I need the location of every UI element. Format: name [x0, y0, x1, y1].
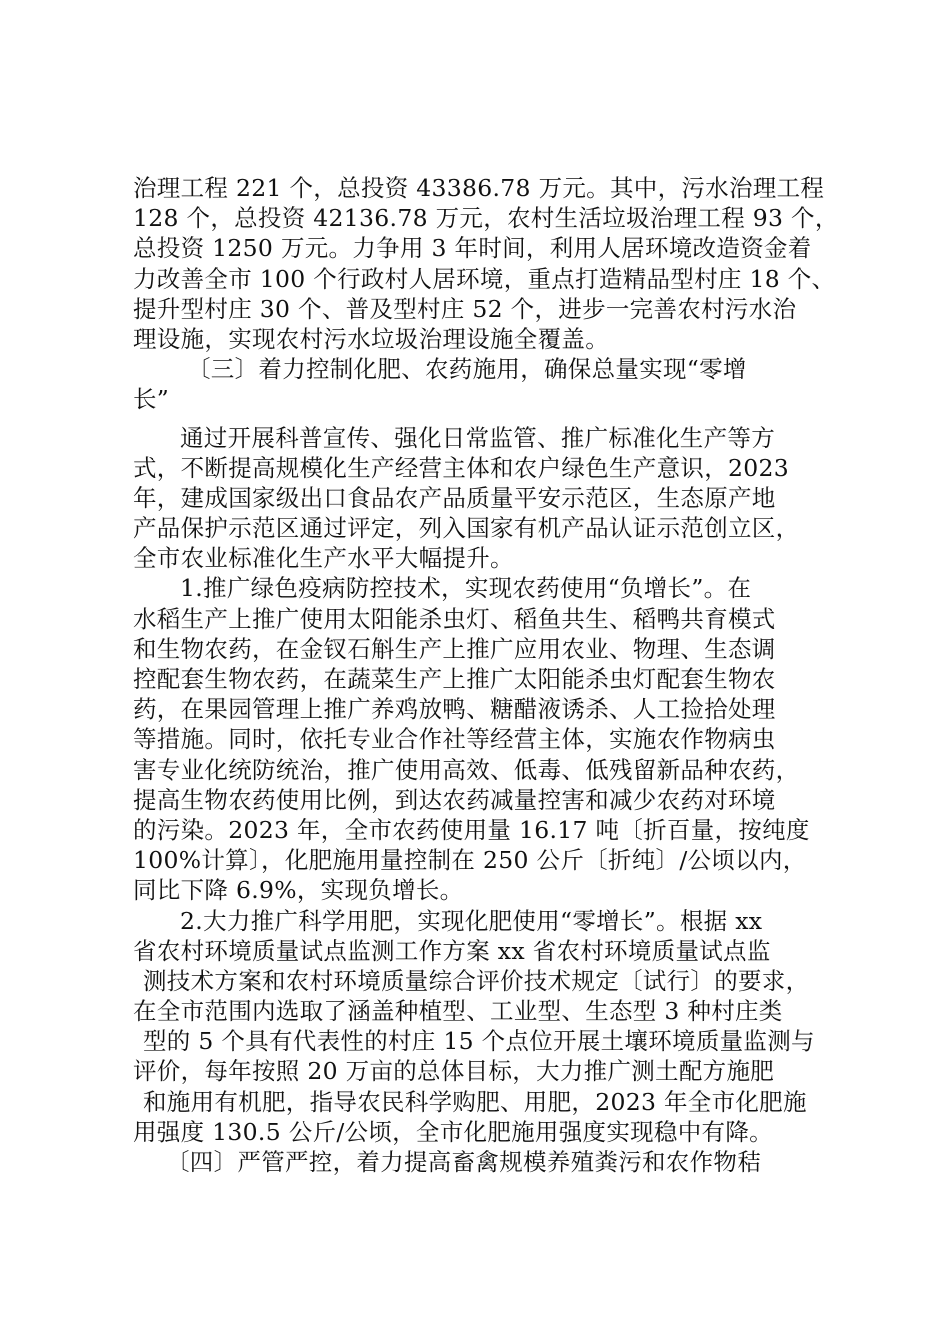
- text-line: 全市农业标准化生产水平大幅提升。: [133, 544, 514, 573]
- section-heading: 〔四〕严管严控，着力提高畜禽规模养殖粪污和农作物秸: [166, 1148, 761, 1176]
- text-line: 等措施。同时，依托专业合作社等经营主体，实施农作物病虫: [133, 725, 776, 754]
- text-line: 提升型村庄 30 个、普及型村庄 52 个，进步一完善农村污水治: [133, 294, 797, 323]
- text-line: 的污染。2023 年，全市农药使用量 16.17 吨〔折百量，按纯度: [133, 815, 810, 844]
- text-line: 评价，每年按照 20 万亩的总体目标，大力推广测土配方施肥: [133, 1057, 775, 1086]
- text-line: 总投资 1250 万元。力争用 3 年时间，利用人居环境改造资金着: [133, 234, 812, 263]
- text-line: 型的 5 个具有代表性的村庄 15 个点位开展土壤环境质量监测与: [143, 1027, 815, 1056]
- body-text: [133, 173, 839, 1177]
- text-line: 控配套生物农药，在蔬菜生产上推广太阳能杀虫灯配套生物农: [133, 665, 776, 693]
- text-line: 在全市范围内选取了涵盖种植型、工业型、生态型 3 种村庄类: [133, 997, 783, 1026]
- text-line: 年，建成国家级出口食品农产品质量平安示范区，生态原产地: [133, 483, 776, 512]
- text-line: 水稻生产上推广使用太阳能杀虫灯、稻鱼共生、稻鸭共育模式: [133, 604, 776, 633]
- text-line: 产品保护示范区通过评定，列入国家有机产品认证示范创立区，: [133, 514, 800, 543]
- text-line: 用强度 130.5 公斤/公顷，全市化肥施用强度实现稳中有降。: [133, 1117, 773, 1146]
- text-line: 测技术方案和农村环境质量综合评价技术规定〔试行〕的要求，: [143, 966, 810, 995]
- section-heading: 长”: [133, 385, 170, 414]
- text-line: 1.推广绿色疫病防控技术，实现农药使用“负增长”。在: [180, 574, 752, 603]
- text-line: 128 个，总投资 42136.78 万元，农村生活垃圾治理工程 93 个，: [133, 204, 839, 233]
- text-line: 省农村环境质量试点监测工作方案 xx 省农村环境质量试点监: [133, 936, 771, 965]
- text-line: 和施用有机肥，指导农民科学购肥、用肥，2023 年全市化肥施: [143, 1087, 807, 1116]
- text-line: 害专业化统防统治，推广使用高效、低毒、低残留新品种农药，: [133, 755, 800, 784]
- text-line: 通过开展科普宣传、强化日常监管、推广标准化生产等方: [180, 423, 775, 452]
- text-line: 治理工程 221 个，总投资 43386.78 万元。其中，污水治理工程: [133, 174, 825, 202]
- text-line: 理设施，实现农村污水垃圾治理设施全覆盖。: [133, 324, 609, 353]
- text-line: 药，在果园管理上推广养鸡放鸭、糖醋液诱杀、人工捡拾处理: [133, 695, 776, 724]
- section-heading: 〔三〕着力控制化肥、农药施用，确保总量实现“零增: [187, 355, 747, 384]
- text-line: 2.大力推广科学用肥，实现化肥使用“零增长”。根据 xx: [180, 906, 763, 935]
- text-line: 100%计算〕，化肥施用量控制在 250 公斤〔折纯〕/公顷以内，: [133, 846, 807, 875]
- text-line: 式，不断提高规模化生产经营主体和农户绿色生产意识，2023: [133, 453, 790, 482]
- text-line: 提高生物农药使用比例，到达农药减量控害和减少农药对环境: [133, 785, 776, 814]
- text-line: 力改善全市 100 个行政村人居环境，重点打造精品型村庄 18 个、: [133, 264, 836, 293]
- text-line: 同比下降 6.9%，实现负增长。: [133, 876, 464, 905]
- text-line: 和生物农药，在金钗石斛生产上推广应用农业、物理、生态调: [133, 634, 776, 663]
